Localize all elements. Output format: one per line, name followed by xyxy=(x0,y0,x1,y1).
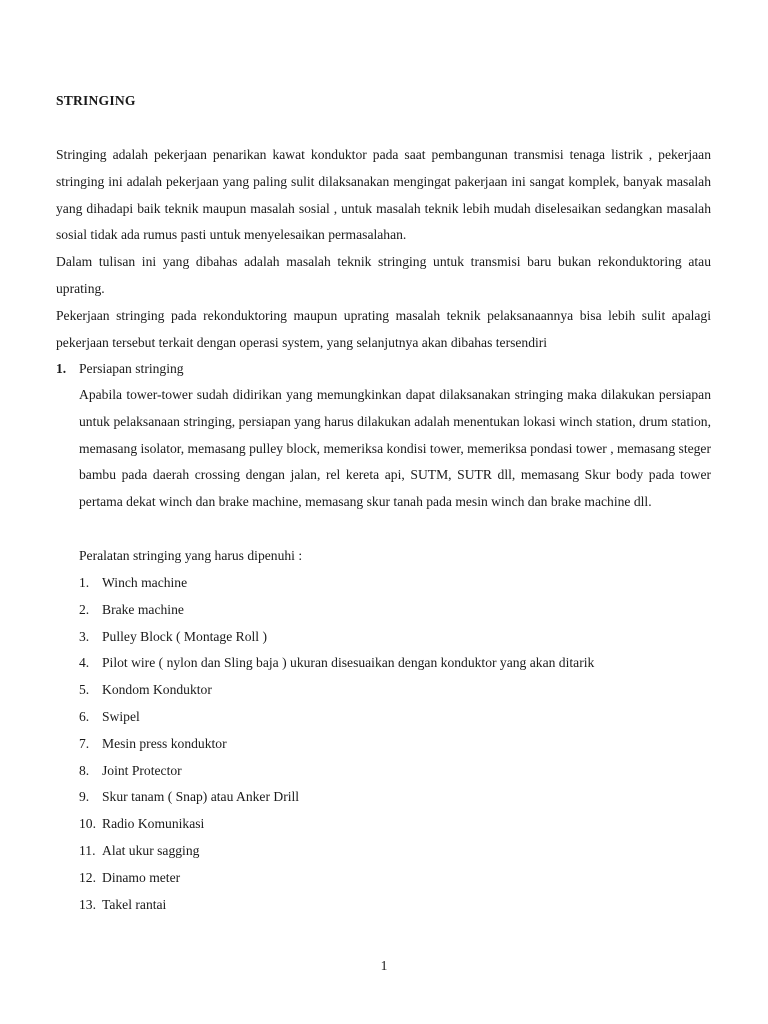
list-item-label: Kondom Konduktor xyxy=(102,682,212,698)
list-item-number: 4. xyxy=(79,655,90,671)
list-item-number: 9. xyxy=(79,789,90,805)
list-item xyxy=(79,570,594,597)
list-item-label: Pilot wire ( nylon dan Sling baja ) ukuran disesuaikan dengan konduktor yang akan ditarik xyxy=(102,655,595,671)
list-item-label: Swipel xyxy=(102,708,140,724)
list-item xyxy=(79,677,594,704)
equipment-list xyxy=(79,570,594,918)
list-item-number: 13. xyxy=(79,896,96,912)
list-item-label: Joint Protector xyxy=(102,762,182,778)
list-item-number: 11. xyxy=(79,842,96,858)
list-item-label: Takel rantai xyxy=(102,896,167,912)
list-item-number: 3. xyxy=(79,628,90,644)
list-item-label: Alat ukur sagging xyxy=(102,842,200,858)
equipment-intro: Peralatan stringing yang harus dipenuhi : xyxy=(79,548,303,563)
list-item-label: Mesin press konduktor xyxy=(102,735,227,751)
list-item xyxy=(79,892,594,919)
list-item-number: 12. xyxy=(79,869,96,885)
section-heading: Persiapan stringing xyxy=(79,361,184,376)
list-item-label: Radio Komunikasi xyxy=(102,816,205,832)
list-item-label: Pulley Block ( Montage Roll ) xyxy=(102,628,267,644)
list-item-label: Dinamo meter xyxy=(102,869,181,885)
paragraph-rekonduktoring: Pekerjaan stringing pada rekonduktoring maupun uprating masalah teknik pelaksanaannya bisa lebih sulit apalagi pekerjaan tersebut terkait dengan operasi system, yang selanjutnya akan dibahas tersendiri xyxy=(56,308,711,350)
list-item-number: 2. xyxy=(79,601,90,617)
document-title: STRINGING xyxy=(56,93,136,108)
list-item-number: 5. xyxy=(79,682,90,698)
list-item xyxy=(79,865,594,892)
section-1-body: Apabila tower-tower sudah didirikan yang memungkinkan dapat dilaksanakan stringing maka dilakukan persiapan untuk pelaksanaan stringing, persiapan yang harus dilakukan adalah menentukan lokasi winch station, drum station, memasang isolator, memasang pulley block, memeriksa kondisi tower, memeriksa pondasi tower , memasang steger bambu pada daerah crossing dengan jalan, rel kereta api, SUTM, SUTR dll, memasang Skur body pada tower pertama dekat winch dan brake machine, memasang skur tanah pada mesin winch dan brake machine dll. xyxy=(79,387,711,510)
paragraph-scope: Dalam tulisan ini yang dibahas adalah masalah teknik stringing untuk transmisi baru bukan rekonduktoring atau uprating. xyxy=(56,254,711,296)
paragraph-intro: Stringing adalah pekerjaan penarikan kawat konduktor pada saat pembangunan transmisi tenaga listrik , pekerjaan stringing ini adalah pekerjaan yang paling sulit dilaksanakan mengingat pakerjaan ini sangat komplek, banyak masalah yang dihadapi baik teknik maupun masalah sosial , untuk masalah teknik lebih mudah diselesaikan sedangkan masalah sosial tidak ada rumus pasti untuk menyelesaikan permasalahan. xyxy=(56,147,711,243)
list-item xyxy=(79,650,594,677)
list-item-number: 6. xyxy=(79,708,90,724)
list-item-number: 8. xyxy=(79,762,90,778)
list-item xyxy=(79,811,594,838)
list-item xyxy=(79,758,594,785)
list-item xyxy=(79,784,594,811)
list-item xyxy=(79,704,594,731)
list-item-label: Brake machine xyxy=(102,601,184,617)
list-item-number: 7. xyxy=(79,735,90,751)
list-item-number: 10. xyxy=(79,816,96,832)
list-item-label: Winch machine xyxy=(102,575,188,590)
list-item xyxy=(79,597,594,624)
list-item-label: Skur tanam ( Snap) atau Anker Drill xyxy=(102,789,300,805)
section-number: 1. xyxy=(56,361,67,376)
page-number: 1 xyxy=(380,958,388,973)
list-item xyxy=(79,624,594,651)
list-item xyxy=(79,838,594,865)
list-item-number: 1. xyxy=(79,575,90,590)
list-item xyxy=(79,731,594,758)
